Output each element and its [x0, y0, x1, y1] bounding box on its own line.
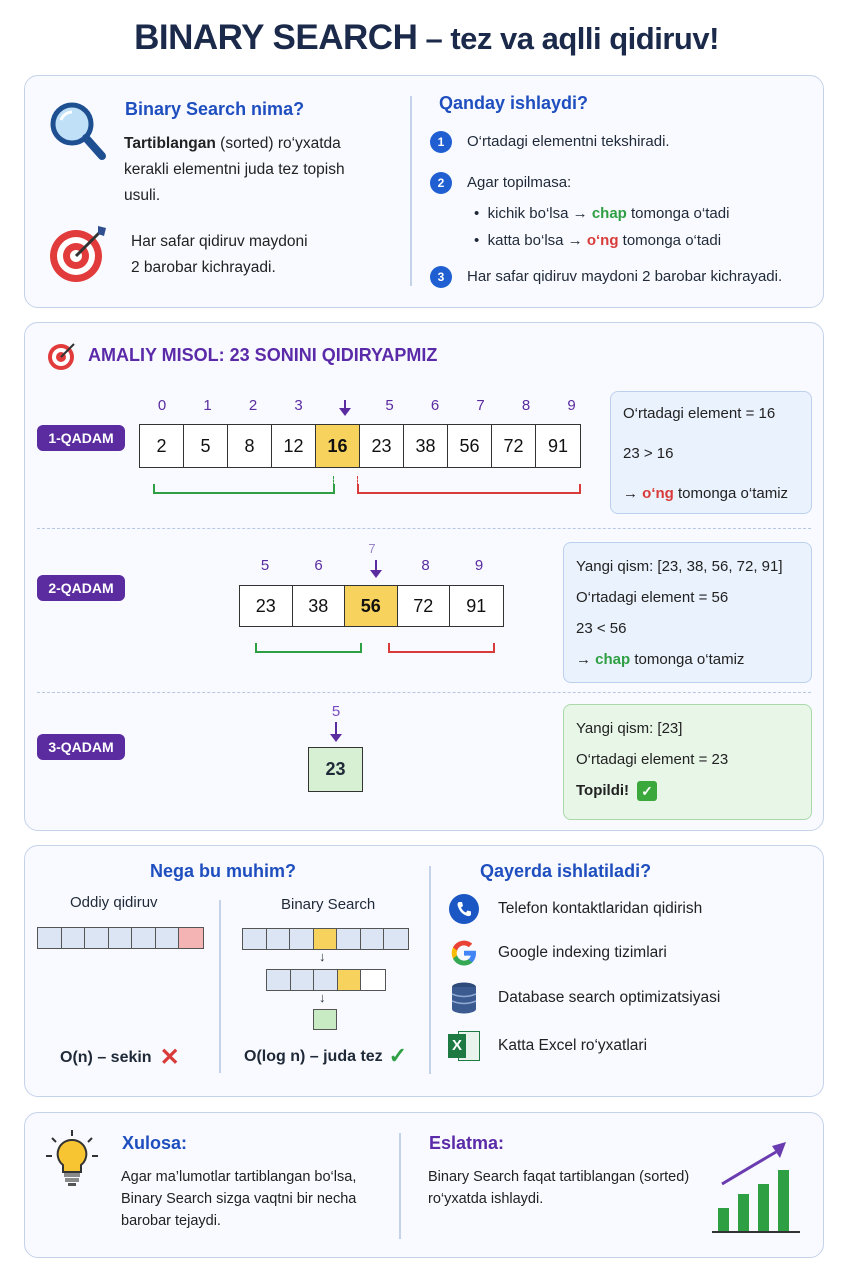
array-index: 5: [385, 397, 394, 414]
step2-array: [239, 585, 504, 627]
usage-label-google: Google indexing tizimlari: [498, 944, 667, 961]
step1-info-line2: 23 > 16: [623, 445, 674, 462]
step1-right-tick: [357, 476, 358, 486]
excel-letter: X: [448, 1034, 466, 1058]
found-text: Topildi!: [576, 782, 630, 799]
linear-array: [37, 927, 204, 949]
summary-line2: Binary Search sizga vaqtni bir necha: [121, 1191, 357, 1207]
summary-line1: Agar ma’lumotlar tartiblangan bo‘lsa,: [121, 1169, 357, 1185]
divider-2: [37, 692, 811, 693]
array-cell: 56: [345, 586, 398, 626]
step1-left-bracket: [153, 484, 335, 494]
array-index: 7: [476, 397, 485, 414]
halve-line2: 2 barobar kichrayadi.: [131, 259, 276, 276]
bullet2-pre: katta bo‘lsa →: [487, 232, 587, 249]
note-line2: ro‘yxatda ishlaydi.: [428, 1191, 544, 1207]
step2-label: 2-QADAM: [37, 575, 125, 601]
step2-info-line2: O‘rtadagi element = 56: [576, 589, 729, 606]
step2-right-bracket: [388, 643, 495, 653]
step1-array: [139, 424, 581, 468]
what-line1: (sorted) ro‘yxatda: [215, 135, 341, 152]
binary-array-2: [266, 969, 386, 991]
array-index: 6: [430, 397, 440, 414]
page-title: [0, 18, 853, 58]
bullet-dot: •: [474, 232, 480, 249]
compare-divider: [219, 900, 221, 1073]
usage-item-database: [446, 981, 720, 1015]
step2-mid-arrow: [375, 560, 377, 576]
lightbulb-icon: [44, 1128, 100, 1193]
step3-info-line3: [576, 781, 799, 801]
step1-info3-pre: →: [623, 485, 643, 502]
note-text: [428, 1166, 689, 1210]
step1-info-line3: [623, 484, 799, 504]
array-index: 8: [521, 397, 531, 414]
magnifier-icon: [48, 100, 108, 167]
halve-text: [131, 229, 391, 281]
usage-item-excel: [446, 1029, 647, 1063]
how-step3: Har safar qidiruv maydoni 2 barobar kichrayadi.: [467, 268, 783, 285]
step-number-1: 1: [430, 131, 452, 153]
step2-info-line1: Yangi qism: [23, 38, 56, 72, 91]: [576, 558, 783, 575]
usage-divider: [429, 866, 431, 1074]
step2-info4-pre: →: [576, 651, 596, 668]
binary-complexity-text: O(log n) – juda tez: [244, 1048, 383, 1065]
how-step1: O‘rtadagi elementni tekshiradi.: [467, 133, 670, 150]
array-cell: 72: [398, 586, 451, 626]
bullet-dot: •: [474, 205, 480, 222]
usage-label-phone: Telefon kontaktlaridan qidirish: [498, 900, 703, 917]
array-cell: 16: [316, 425, 360, 467]
summary-divider: [399, 1133, 401, 1239]
array-index: 7: [368, 541, 376, 556]
array-cell: 91: [450, 586, 503, 626]
array-index: 5: [260, 557, 270, 574]
what-text: [124, 131, 404, 209]
step2-info4-post: tomonga o‘tamiz: [630, 651, 745, 668]
binary-final-cell: [313, 1009, 337, 1030]
summary-line3: barobar tejaydi.: [121, 1213, 221, 1229]
binary-array-1: [242, 928, 409, 950]
summary-text: [121, 1166, 356, 1232]
check-mark-icon: ✓: [388, 1043, 408, 1068]
array-cell: 23: [360, 425, 404, 467]
usage-label-database: Database search optimizatsiyasi: [498, 989, 721, 1006]
step1-mid-arrow: [344, 400, 346, 414]
array-cell: 72: [492, 425, 536, 467]
array-index: 6: [314, 557, 323, 574]
array-cell: 38: [404, 425, 448, 467]
step2-info4-hl: chap: [595, 651, 631, 668]
array-index: 9: [567, 397, 576, 414]
bullet1-highlight: chap: [591, 205, 627, 222]
step3-info: [563, 704, 812, 820]
array-cell: 12: [272, 425, 316, 467]
linear-label: Oddiy qidiruv: [70, 894, 158, 911]
step1-label: 1-QADAM: [37, 425, 125, 451]
step1-info3-post: tomonga o‘tamiz: [673, 485, 789, 502]
step1-right-bracket: [357, 484, 581, 494]
halve-line1: Har safar qidiruv maydoni: [131, 233, 308, 250]
array-cell: 38: [293, 586, 346, 626]
bullet2-highlight: o‘ng: [586, 232, 619, 249]
step1-left-tick: [333, 476, 334, 486]
what-bold: Tartiblangan: [124, 135, 216, 152]
bullet2-post: tomonga o‘tadi: [618, 232, 722, 249]
what-line2: kerakli elementni juda tez topish: [124, 161, 345, 178]
step2-left-bracket: [255, 643, 362, 653]
array-index: 9: [474, 557, 484, 574]
phone-icon: [446, 892, 482, 926]
how-bullet1: [474, 205, 729, 222]
linear-complexity: [60, 1043, 180, 1072]
growth-chart-icon: [712, 1136, 804, 1241]
binary-label: Binary Search: [281, 896, 376, 913]
usage-heading: Qayerda ishlatiladi?: [480, 861, 652, 881]
target-icon: [48, 222, 110, 289]
note-heading: Eslatma:: [429, 1133, 505, 1153]
database-icon: [446, 981, 482, 1015]
what-heading: Binary Search nima?: [125, 99, 305, 119]
google-icon: [446, 936, 482, 970]
step1-info3-hl: o‘ng: [642, 485, 674, 502]
step2-info-line4: [576, 650, 799, 670]
down-arrow-1: ↓: [319, 949, 326, 964]
intro-divider: [410, 96, 412, 286]
array-index: 1: [203, 397, 212, 414]
step2-info-line3: 23 < 56: [576, 620, 627, 637]
summary-heading: Xulosa:: [122, 1133, 188, 1153]
linear-complexity-text: O(n) – sekin: [60, 1049, 152, 1066]
cross-icon: ✕: [159, 1044, 180, 1071]
step3-info-line2: O‘rtadagi element = 23: [576, 751, 729, 768]
title-main: BINARY SEARCH: [134, 18, 418, 57]
array-index: 8: [421, 557, 430, 574]
step3-label: 3-QADAM: [37, 734, 125, 760]
binary-complexity: [244, 1043, 407, 1069]
step1-info-line1: O‘rtadagi element = 16: [623, 405, 776, 422]
array-index: 0: [157, 397, 167, 414]
bullet1-pre: kichik bo‘lsa →: [487, 205, 592, 222]
what-line3: usuli.: [124, 187, 161, 204]
excel-icon: [446, 1029, 482, 1063]
array-cell: 8: [228, 425, 272, 467]
bullet1-post: tomonga o‘tadi: [626, 205, 730, 222]
usage-item-phone: [446, 892, 702, 926]
step3-arrow: [335, 722, 337, 740]
how-step2: Agar topilmasa:: [467, 174, 572, 191]
array-cell: 23: [240, 586, 293, 626]
array-index: 3: [294, 397, 303, 414]
array-index: 2: [248, 397, 258, 414]
usage-label-excel: Katta Excel ro‘yxatlari: [498, 1037, 648, 1054]
divider-1: [37, 528, 811, 529]
check-icon: ✓: [637, 781, 657, 801]
note-line1: Binary Search faqat tartiblangan (sorted): [428, 1169, 690, 1185]
compare-heading: Nega bu muhim?: [150, 861, 297, 881]
usage-item-google: [446, 936, 667, 970]
target-small-icon: [46, 340, 78, 377]
how-bullet2: [474, 232, 721, 249]
step1-info: [610, 391, 812, 514]
step3-info-line1: Yangi qism: [23]: [576, 720, 683, 737]
down-arrow-2: ↓: [319, 990, 326, 1005]
step3-index: 5: [331, 703, 341, 720]
array-cell: 5: [184, 425, 228, 467]
example-heading: AMALIY MISOL: 23 SONINI QIDIRYAPMIZ: [88, 345, 438, 365]
how-heading: Qanday ishlaydi?: [439, 93, 589, 113]
title-rest: – tez va aqlli qidiruv!: [417, 21, 719, 56]
array-cell: 56: [448, 425, 492, 467]
step-number-2: 2: [430, 172, 452, 194]
step2-info: [563, 542, 812, 683]
step-number-3: 3: [430, 266, 452, 288]
array-cell: 91: [536, 425, 580, 467]
step3-found-cell: 23: [308, 747, 363, 792]
array-cell: 2: [140, 425, 184, 467]
